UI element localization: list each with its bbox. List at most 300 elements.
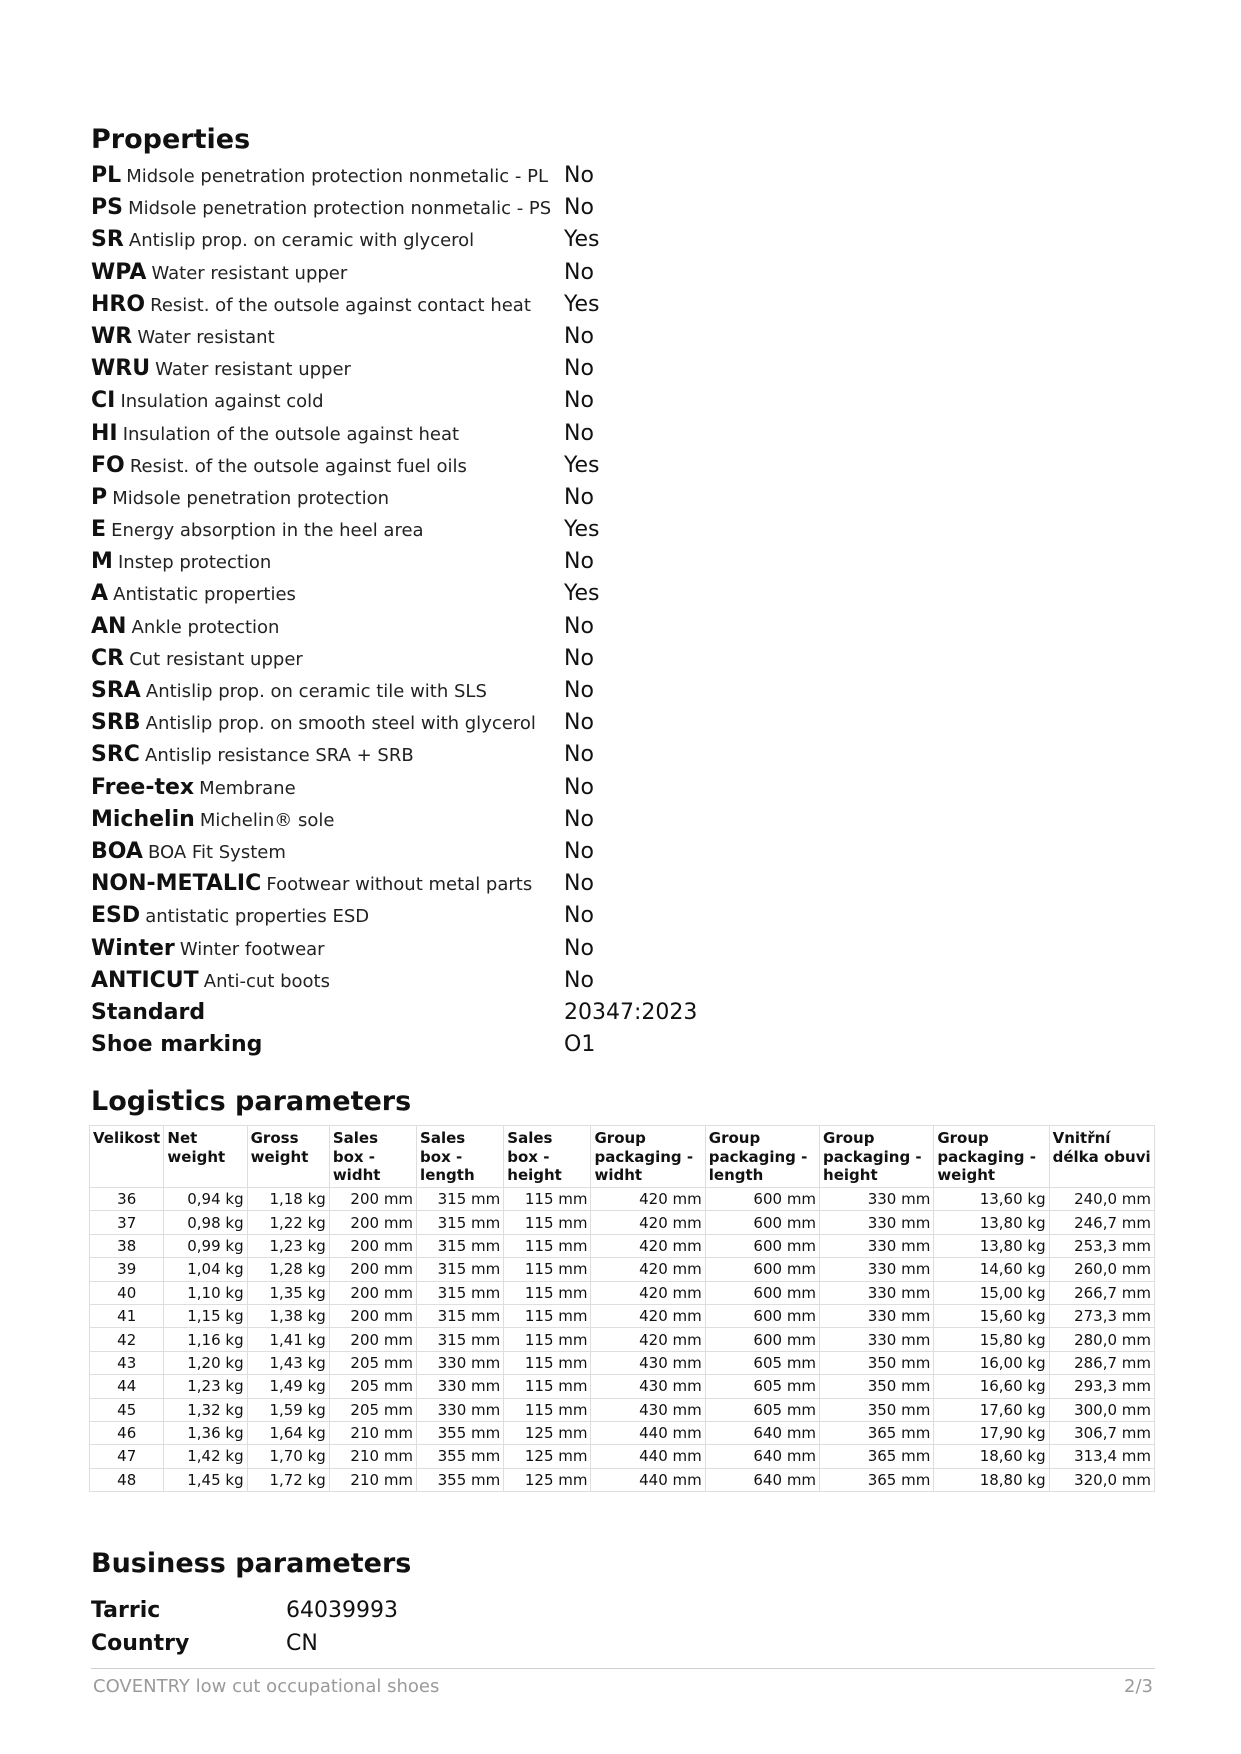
table-cell: 1,41 kg: [247, 1328, 329, 1351]
table-cell: 205 mm: [329, 1351, 416, 1374]
table-row: [90, 1375, 1155, 1398]
property-label: [91, 224, 474, 257]
property-label: [91, 611, 279, 644]
property-code: Winter: [91, 935, 175, 961]
table-cell: 306,7 mm: [1049, 1421, 1154, 1444]
property-description: Antislip prop. on ceramic tile with SLS: [145, 681, 487, 702]
size-cell: 42: [90, 1328, 164, 1351]
table-cell: 210 mm: [329, 1468, 416, 1491]
table-cell: 14,60 kg: [934, 1258, 1049, 1281]
property-code: SR: [91, 227, 124, 253]
property-label: [91, 772, 296, 805]
table-cell: 1,38 kg: [247, 1304, 329, 1327]
property-description: Ankle protection: [131, 616, 280, 638]
property-code: SRA: [91, 678, 141, 703]
table-cell: 355 mm: [417, 1468, 504, 1491]
table-cell: 330 mm: [417, 1398, 504, 1421]
property-code: PL: [91, 163, 122, 188]
table-row: [90, 1398, 1155, 1421]
table-cell: 13,60 kg: [934, 1188, 1049, 1211]
property-code: Free-tex: [91, 774, 195, 800]
table-cell: 600 mm: [705, 1328, 819, 1351]
property-code: BOA: [91, 838, 143, 864]
table-cell: 1,43 kg: [247, 1351, 329, 1374]
table-cell: 17,60 kg: [934, 1398, 1049, 1421]
table-cell: 115 mm: [504, 1398, 591, 1421]
property-row: [91, 1029, 791, 1061]
property-code: ANTICUT: [91, 967, 199, 993]
property-value: No: [564, 163, 594, 188]
column-header: Group packaging - weight: [934, 1126, 1049, 1188]
table-cell: 1,72 kg: [247, 1468, 329, 1491]
table-cell: 330 mm: [820, 1281, 934, 1304]
property-description: Water resistant upper: [155, 359, 351, 381]
size-cell: 45: [90, 1398, 164, 1421]
property-label: [91, 418, 459, 451]
table-row: [90, 1445, 1155, 1468]
table-cell: 273,3 mm: [1049, 1304, 1154, 1327]
property-description: Insulation of the outsole against heat: [122, 423, 460, 445]
property-description: antistatic properties ESD: [145, 906, 370, 928]
table-cell: 315 mm: [417, 1258, 504, 1281]
property-value: Yes: [564, 227, 600, 253]
property-code: Michelin: [91, 806, 195, 832]
property-row: [91, 772, 791, 804]
property-row: [91, 257, 791, 289]
table-cell: 440 mm: [591, 1421, 705, 1444]
table-cell: 420 mm: [591, 1211, 705, 1234]
column-header: Sales box - widht: [329, 1126, 416, 1188]
table-cell: 330 mm: [820, 1188, 934, 1211]
property-label: [91, 739, 414, 772]
property-description: Antislip resistance SRA + SRB: [145, 745, 414, 767]
table-cell: 365 mm: [820, 1445, 934, 1468]
property-label: [91, 450, 467, 483]
table-cell: 1,35 kg: [247, 1281, 329, 1304]
table-cell: 355 mm: [417, 1445, 504, 1468]
property-description: Antistatic properties: [113, 584, 296, 606]
table-cell: 600 mm: [705, 1188, 819, 1211]
property-value: No: [564, 549, 594, 575]
property-label: [91, 707, 536, 740]
table-row: [90, 1211, 1155, 1234]
property-description: Water resistant upper: [151, 262, 348, 284]
property-code: PS: [91, 195, 123, 221]
property-row: [91, 224, 791, 256]
table-cell: 253,3 mm: [1049, 1234, 1154, 1257]
table-cell: 210 mm: [329, 1421, 416, 1444]
property-label: [91, 675, 487, 708]
property-label: [91, 385, 324, 418]
property-description: Antislip prop. on smooth steel with glycerol: [145, 713, 536, 735]
table-cell: 355 mm: [417, 1421, 504, 1444]
table-cell: 1,04 kg: [164, 1258, 247, 1281]
table-cell: 330 mm: [820, 1211, 934, 1234]
table-cell: 320,0 mm: [1049, 1468, 1154, 1491]
property-value: No: [564, 935, 594, 961]
table-cell: 200 mm: [329, 1328, 416, 1351]
property-row: [91, 192, 791, 224]
table-cell: 330 mm: [820, 1328, 934, 1351]
table-cell: 0,94 kg: [164, 1188, 247, 1211]
property-value: No: [564, 871, 594, 897]
table-cell: 300,0 mm: [1049, 1398, 1154, 1421]
table-cell: 13,80 kg: [934, 1211, 1049, 1234]
property-label: [91, 900, 369, 933]
property-row: [91, 578, 791, 610]
property-value: No: [564, 806, 594, 832]
property-value: Yes: [564, 517, 600, 543]
logistics-table: [89, 1125, 1155, 1492]
table-row: [90, 1234, 1155, 1257]
property-code: E: [91, 517, 107, 543]
table-cell: 16,60 kg: [934, 1375, 1049, 1398]
table-cell: 1,16 kg: [164, 1328, 247, 1351]
table-cell: 1,28 kg: [247, 1258, 329, 1281]
table-body: [90, 1188, 1155, 1492]
property-row: [91, 514, 791, 546]
table-cell: 115 mm: [504, 1281, 591, 1304]
property-description: Midsole penetration protection: [112, 487, 389, 509]
property-label: [91, 353, 351, 386]
table-cell: 420 mm: [591, 1258, 705, 1281]
table-cell: 1,23 kg: [247, 1234, 329, 1257]
table-cell: 315 mm: [417, 1234, 504, 1257]
size-cell: 47: [90, 1445, 164, 1468]
table-cell: 350 mm: [820, 1398, 934, 1421]
property-row: [91, 643, 791, 675]
table-cell: 640 mm: [705, 1421, 819, 1444]
size-cell: 36: [90, 1188, 164, 1211]
table-cell: 600 mm: [705, 1281, 819, 1304]
property-description: Winter footwear: [179, 938, 325, 960]
table-cell: 1,23 kg: [164, 1375, 247, 1398]
logistics-title: Logistics parameters: [91, 1086, 412, 1117]
property-description: Resist. of the outsole against contact heat: [150, 294, 531, 316]
table-row: [90, 1304, 1155, 1327]
property-value: Yes: [564, 452, 600, 478]
table-cell: 115 mm: [504, 1211, 591, 1234]
table-header-row: [90, 1126, 1155, 1188]
table-cell: 0,99 kg: [164, 1234, 247, 1257]
table-cell: 115 mm: [504, 1234, 591, 1257]
property-label: [91, 546, 271, 579]
property-description: Michelin® sole: [199, 809, 335, 831]
property-row: [91, 353, 791, 385]
table-cell: 1,42 kg: [164, 1445, 247, 1468]
property-label: [91, 289, 531, 322]
table-cell: 18,60 kg: [934, 1445, 1049, 1468]
property-value: O1: [564, 1032, 596, 1058]
size-cell: 44: [90, 1375, 164, 1398]
property-label: [91, 482, 389, 515]
table-cell: 605 mm: [705, 1351, 819, 1374]
property-code: WR: [91, 323, 133, 349]
column-header: Sales box - length: [417, 1126, 504, 1188]
table-cell: 1,20 kg: [164, 1351, 247, 1374]
size-cell: 37: [90, 1211, 164, 1234]
table-cell: 210 mm: [329, 1445, 416, 1468]
table-cell: 200 mm: [329, 1188, 416, 1211]
table-cell: 200 mm: [329, 1234, 416, 1257]
business-label: Tarric: [91, 1598, 161, 1623]
property-row: [91, 611, 791, 643]
table-cell: 365 mm: [820, 1468, 934, 1491]
table-cell: 605 mm: [705, 1375, 819, 1398]
table-cell: 315 mm: [417, 1281, 504, 1304]
property-value: No: [564, 259, 594, 285]
property-code: SRC: [91, 742, 140, 768]
property-description: Resist. of the outsole against fuel oils: [129, 455, 467, 477]
column-header: Gross weight: [247, 1126, 329, 1188]
table-cell: 115 mm: [504, 1328, 591, 1351]
property-description: Membrane: [199, 777, 296, 799]
property-code: SRB: [91, 710, 141, 736]
property-value: No: [564, 484, 594, 510]
table-cell: 125 mm: [504, 1445, 591, 1468]
property-label: [91, 997, 205, 1030]
property-label: [91, 321, 275, 354]
property-label: [91, 868, 532, 901]
business-label: Country: [91, 1631, 190, 1656]
property-row: [91, 450, 791, 482]
property-value: No: [564, 710, 594, 736]
table-cell: 205 mm: [329, 1375, 416, 1398]
property-row: [91, 804, 791, 836]
property-value: No: [564, 195, 594, 221]
table-cell: 1,59 kg: [247, 1398, 329, 1421]
table-cell: 115 mm: [504, 1258, 591, 1281]
table-cell: 1,45 kg: [164, 1468, 247, 1491]
property-row: [91, 160, 791, 192]
table-cell: 125 mm: [504, 1468, 591, 1491]
property-code: AN: [91, 613, 127, 639]
property-description: Midsole penetration protection nonmetalic - PL: [126, 166, 548, 187]
property-code: FO: [91, 452, 125, 478]
footer-page-number: 2/3: [1124, 1676, 1153, 1697]
property-label: [91, 836, 286, 869]
property-row: [91, 900, 791, 932]
property-code: NON-METALIC: [91, 871, 262, 897]
size-cell: 38: [90, 1234, 164, 1257]
table-cell: 330 mm: [417, 1351, 504, 1374]
table-cell: 115 mm: [504, 1188, 591, 1211]
property-code: HI: [91, 420, 118, 446]
table-cell: 430 mm: [591, 1351, 705, 1374]
size-cell: 43: [90, 1351, 164, 1374]
table-cell: 315 mm: [417, 1188, 504, 1211]
table-cell: 200 mm: [329, 1304, 416, 1327]
table-cell: 205 mm: [329, 1398, 416, 1421]
property-code: A: [91, 581, 109, 607]
property-value: No: [564, 903, 594, 929]
table-row: [90, 1468, 1155, 1491]
property-row: [91, 739, 791, 771]
property-label: [91, 578, 296, 611]
property-code: WRU: [91, 356, 151, 382]
property-code: P: [91, 484, 108, 510]
table-cell: 17,90 kg: [934, 1421, 1049, 1444]
table-cell: 240,0 mm: [1049, 1188, 1154, 1211]
properties-list: [91, 160, 791, 1061]
table-cell: 200 mm: [329, 1258, 416, 1281]
table-cell: 286,7 mm: [1049, 1351, 1154, 1374]
business-title: Business parameters: [91, 1548, 412, 1579]
size-cell: 39: [90, 1258, 164, 1281]
property-value: No: [564, 774, 594, 800]
property-label: [91, 514, 424, 547]
property-description: Cut resistant upper: [129, 648, 303, 670]
property-label: [91, 933, 325, 966]
property-row: [91, 385, 791, 417]
table-cell: 640 mm: [705, 1445, 819, 1468]
table-cell: 200 mm: [329, 1281, 416, 1304]
property-label: [91, 965, 330, 998]
table-cell: 115 mm: [504, 1375, 591, 1398]
property-row: [91, 546, 791, 578]
table-cell: 430 mm: [591, 1398, 705, 1421]
table-cell: 420 mm: [591, 1328, 705, 1351]
property-row: [91, 836, 791, 868]
table-row: [90, 1258, 1155, 1281]
business-value: 64039993: [286, 1598, 398, 1623]
property-value: No: [564, 323, 594, 349]
table-cell: 1,18 kg: [247, 1188, 329, 1211]
property-row: [91, 321, 791, 353]
property-value: Yes: [564, 581, 600, 607]
properties-title: Properties: [91, 124, 251, 155]
table-cell: 246,7 mm: [1049, 1211, 1154, 1234]
footer-divider: [91, 1668, 1155, 1669]
table-cell: 0,98 kg: [164, 1211, 247, 1234]
property-code: WPA: [91, 259, 147, 285]
property-value: No: [564, 613, 594, 639]
table-cell: 313,4 mm: [1049, 1445, 1154, 1468]
column-header: Net weight: [164, 1126, 247, 1188]
property-label: [91, 643, 303, 676]
property-value: No: [564, 967, 594, 993]
property-description: Insulation against cold: [120, 391, 324, 413]
property-code: M: [91, 549, 113, 575]
size-cell: 41: [90, 1304, 164, 1327]
table-cell: 600 mm: [705, 1234, 819, 1257]
column-header: Velikost: [90, 1126, 164, 1188]
table-cell: 605 mm: [705, 1398, 819, 1421]
table-cell: 200 mm: [329, 1211, 416, 1234]
property-description: Midsole penetration protection nonmetalic - PS: [128, 198, 552, 220]
table-cell: 315 mm: [417, 1304, 504, 1327]
property-row: [91, 997, 791, 1029]
property-row: [91, 868, 791, 900]
table-cell: 266,7 mm: [1049, 1281, 1154, 1304]
table-cell: 18,80 kg: [934, 1468, 1049, 1491]
table-cell: 1,70 kg: [247, 1445, 329, 1468]
property-value: No: [564, 678, 594, 703]
table-cell: 330 mm: [820, 1304, 934, 1327]
property-label: [91, 160, 548, 193]
column-header: Sales box - height: [504, 1126, 591, 1188]
property-code: Standard: [91, 999, 206, 1025]
table-row: [90, 1328, 1155, 1351]
size-cell: 48: [90, 1468, 164, 1491]
property-value: No: [564, 420, 594, 446]
property-value: No: [564, 645, 594, 671]
table-cell: 15,80 kg: [934, 1328, 1049, 1351]
property-code: CI: [91, 388, 116, 414]
footer-product-name: COVENTRY low cut occupational shoes: [93, 1676, 440, 1697]
table-cell: 15,00 kg: [934, 1281, 1049, 1304]
table-cell: 420 mm: [591, 1234, 705, 1257]
table-cell: 640 mm: [705, 1468, 819, 1491]
property-description: Antislip prop. on ceramic with glycerol: [128, 230, 475, 252]
property-label: [91, 192, 551, 225]
table-row: [90, 1421, 1155, 1444]
table-cell: 420 mm: [591, 1304, 705, 1327]
property-description: Energy absorption in the heel area: [111, 520, 424, 542]
table-cell: 1,36 kg: [164, 1421, 247, 1444]
property-value: Yes: [564, 291, 600, 317]
property-value: No: [564, 838, 594, 864]
table-row: [90, 1281, 1155, 1304]
table-cell: 1,10 kg: [164, 1281, 247, 1304]
column-header: Vnitřní délka obuvi: [1049, 1126, 1154, 1188]
table-cell: 315 mm: [417, 1211, 504, 1234]
property-description: Instep protection: [118, 552, 272, 574]
table-cell: 1,32 kg: [164, 1398, 247, 1421]
table-cell: 350 mm: [820, 1351, 934, 1374]
property-row: [91, 418, 791, 450]
property-value: No: [564, 388, 594, 414]
table-cell: 1,15 kg: [164, 1304, 247, 1327]
property-row: [91, 965, 791, 997]
table-cell: 1,22 kg: [247, 1211, 329, 1234]
table-cell: 600 mm: [705, 1211, 819, 1234]
table-cell: 293,3 mm: [1049, 1375, 1154, 1398]
table-cell: 1,49 kg: [247, 1375, 329, 1398]
table-cell: 260,0 mm: [1049, 1258, 1154, 1281]
property-value: No: [564, 356, 594, 382]
property-row: [91, 933, 791, 965]
table-row: [90, 1351, 1155, 1374]
property-row: [91, 482, 791, 514]
property-label: [91, 1029, 262, 1062]
column-header: Group packaging - length: [705, 1126, 819, 1188]
table-cell: 420 mm: [591, 1281, 705, 1304]
property-description: Anti-cut boots: [203, 970, 330, 992]
table-cell: 13,80 kg: [934, 1234, 1049, 1257]
table-cell: 440 mm: [591, 1445, 705, 1468]
property-value: 20347:2023: [564, 999, 698, 1025]
property-code: HRO: [91, 291, 146, 317]
business-value: CN: [286, 1631, 318, 1656]
size-cell: 46: [90, 1421, 164, 1444]
property-code: ESD: [91, 903, 141, 929]
table-cell: 115 mm: [504, 1351, 591, 1374]
table-cell: 330 mm: [820, 1234, 934, 1257]
table-cell: 420 mm: [591, 1188, 705, 1211]
table-cell: 365 mm: [820, 1421, 934, 1444]
property-description: BOA Fit System: [148, 841, 286, 863]
property-code: Shoe marking: [91, 1032, 263, 1058]
table-cell: 330 mm: [820, 1258, 934, 1281]
table-row: [90, 1188, 1155, 1211]
table-cell: 280,0 mm: [1049, 1328, 1154, 1351]
table-cell: 125 mm: [504, 1421, 591, 1444]
table-cell: 16,00 kg: [934, 1351, 1049, 1374]
size-cell: 40: [90, 1281, 164, 1304]
property-value: No: [564, 742, 594, 768]
property-code: CR: [91, 645, 125, 671]
